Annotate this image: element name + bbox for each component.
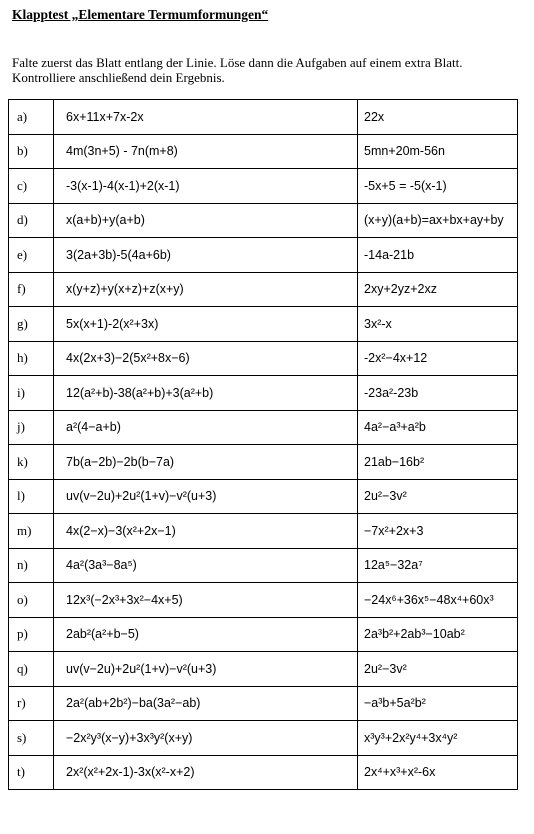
instructions: [12, 55, 517, 85]
exercise-task: 5x(x+1)-2(x²+3x): [54, 307, 358, 342]
exercise-task: 7b(a−2b)−2b(b−7a): [54, 445, 358, 480]
table-row: [9, 272, 518, 307]
exercise-label: s): [9, 721, 54, 756]
exercise-result: 4a²−a³+a²b: [358, 410, 518, 445]
exercise-label: a): [9, 100, 54, 135]
table-row: [9, 307, 518, 342]
exercise-label: c): [9, 169, 54, 204]
exercise-label: e): [9, 238, 54, 273]
exercise-label: p): [9, 617, 54, 652]
exercise-result: 21ab−16b²: [358, 445, 518, 480]
exercise-task: 2ab²(a²+b−5): [54, 617, 358, 652]
exercise-label: h): [9, 341, 54, 376]
table-row: [9, 203, 518, 238]
exercise-task: 2a²(ab+2b²)−ba(3a²−ab): [54, 686, 358, 721]
exercise-task: uv(v−2u)+2u²(1+v)−v²(u+3): [54, 479, 358, 514]
table-row: [9, 238, 518, 273]
exercise-result: 2x⁴+x³+x²-6x: [358, 755, 518, 790]
table-row: [9, 376, 518, 411]
table-row: [9, 410, 518, 445]
exercise-label: q): [9, 652, 54, 687]
exercise-result: -5x+5 = -5(x-1): [358, 169, 518, 204]
exercise-result: −24x⁶+36x⁵−48x⁴+60x³: [358, 583, 518, 618]
instructions-line-1: Falte zuerst das Blatt entlang der Linie. Löse dann die Aufgaben auf einem extra Blatt.: [12, 55, 463, 70]
exercise-result: -14a-21b: [358, 238, 518, 273]
exercise-result: (x+y)(a+b)=ax+bx+ay+by: [358, 203, 518, 238]
exercise-label: b): [9, 134, 54, 169]
table-row: [9, 652, 518, 687]
exercise-task: 6x+11x+7x-2x: [54, 100, 358, 135]
exercise-result: x³y³+2x²y⁴+3x⁴y²: [358, 721, 518, 756]
exercise-label: d): [9, 203, 54, 238]
exercise-label: g): [9, 307, 54, 342]
exercise-result: 2u²−3v²: [358, 652, 518, 687]
exercise-task: 12(a²+b)-38(a²+b)+3(a²+b): [54, 376, 358, 411]
exercise-label: f): [9, 272, 54, 307]
exercise-label: t): [9, 755, 54, 790]
exercise-task: 12x³(−2x³+3x²−4x+5): [54, 583, 358, 618]
exercise-label: j): [9, 410, 54, 445]
exercise-result: -2x²−4x+12: [358, 341, 518, 376]
exercise-task: 4x(2−x)−3(x²+2x−1): [54, 514, 358, 549]
table-row: [9, 134, 518, 169]
instructions-line-2: Kontrolliere anschließend dein Ergebnis.: [12, 70, 225, 85]
exercise-label: i): [9, 376, 54, 411]
exercise-label: k): [9, 445, 54, 480]
exercise-task: 4x(2x+3)−2(5x²+8x−6): [54, 341, 358, 376]
exercise-task: x(y+z)+y(x+z)+z(x+y): [54, 272, 358, 307]
page-title: Klapptest „Elementare Termumformungen“: [12, 7, 269, 22]
table-row: [9, 341, 518, 376]
table-row: [9, 583, 518, 618]
exercise-label: o): [9, 583, 54, 618]
table-row: [9, 514, 518, 549]
exercise-label: m): [9, 514, 54, 549]
exercise-result: −7x²+2x+3: [358, 514, 518, 549]
exercise-task: −2x²y³(x−y)+3x³y²(x+y): [54, 721, 358, 756]
exercise-label: l): [9, 479, 54, 514]
exercise-result: 12a⁵−32a⁷: [358, 548, 518, 583]
table-row: [9, 617, 518, 652]
table-row: [9, 755, 518, 790]
exercise-result: −a³b+5a²b²: [358, 686, 518, 721]
exercise-task: x(a+b)+y(a+b): [54, 203, 358, 238]
exercise-label: n): [9, 548, 54, 583]
table-row: [9, 445, 518, 480]
exercise-label: r): [9, 686, 54, 721]
exercise-result: 22x: [358, 100, 518, 135]
table-row: [9, 721, 518, 756]
table-row: [9, 479, 518, 514]
exercise-result: 2a³b²+2ab³−10ab²: [358, 617, 518, 652]
exercise-task: 4a²(3a³−8a⁵): [54, 548, 358, 583]
exercise-task: -3(x-1)-4(x-1)+2(x-1): [54, 169, 358, 204]
exercise-task: 3(2a+3b)-5(4a+6b): [54, 238, 358, 273]
exercise-task: 4m(3n+5) - 7n(m+8): [54, 134, 358, 169]
exercise-result: 2xy+2yz+2xz: [358, 272, 518, 307]
table-row: [9, 100, 518, 135]
exercise-result: 3x²-x: [358, 307, 518, 342]
table-row: [9, 548, 518, 583]
exercise-task: uv(v−2u)+2u²(1+v)−v²(u+3): [54, 652, 358, 687]
table-row: [9, 686, 518, 721]
exercise-result: 5mn+20m-56n: [358, 134, 518, 169]
exercise-task: a²(4−a+b): [54, 410, 358, 445]
exercise-task: 2x²(x²+2x-1)-3x(x²-x+2): [54, 755, 358, 790]
exercise-result: 2u²−3v²: [358, 479, 518, 514]
exercise-result: -23a²-23b: [358, 376, 518, 411]
table-row: [9, 169, 518, 204]
exercise-table: [8, 99, 518, 790]
